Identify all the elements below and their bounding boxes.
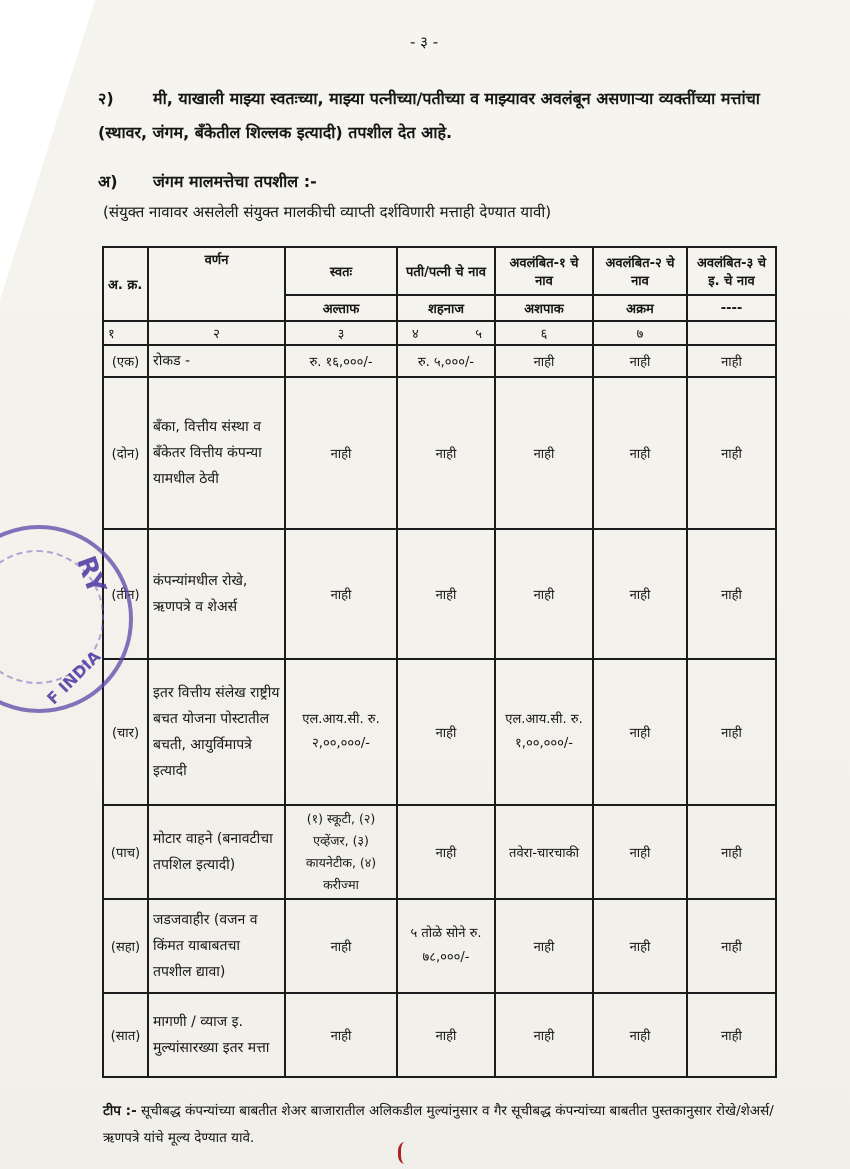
cell-spouse: नाही: [397, 529, 495, 659]
cell-dependent-1: नाही: [495, 529, 593, 659]
cell-self: नाही: [285, 993, 397, 1077]
cell-dependent-2: नाही: [593, 805, 687, 899]
cell-dependent-1: नाही: [495, 377, 593, 529]
cell-spouse: रु. ५,०००/-: [397, 345, 495, 377]
cell-dependent-2: नाही: [593, 529, 687, 659]
cell-dependent-2: नाही: [593, 899, 687, 993]
cell-dependent-2: नाही: [593, 993, 687, 1077]
row-serial: (पाच): [103, 805, 148, 899]
header-dependent-2: अवलंबित-२ चे नाव: [593, 247, 687, 295]
row-serial: (एक): [103, 345, 148, 377]
stamp-text-bottom: F INDIA: [43, 646, 105, 709]
table-row: [103, 805, 776, 899]
cell-dependent-3: नाही: [687, 659, 776, 805]
cell-dependent-1: तवेरा-चारचाकी: [495, 805, 593, 899]
row-description: इतर वित्तीय संलेख राष्ट्रीय बचत योजना पोस्टातील बचती, आयुर्विमापत्रे इत्यादी: [148, 659, 285, 805]
column-number: १: [103, 321, 148, 345]
cell-dependent-2: नाही: [593, 659, 687, 805]
row-description: जडजवाहीर (वजन व किंमत याबाबतचा तपशील द्यावा): [148, 899, 285, 993]
section-a-heading: [98, 170, 317, 192]
column-number: ७: [593, 321, 687, 345]
header-dependent-1: अवलंबित-१ चे नाव: [495, 247, 593, 295]
cell-spouse: नाही: [397, 993, 495, 1077]
row-serial: (सात): [103, 993, 148, 1077]
name-spouse: शहनाज: [397, 295, 495, 321]
header-dependent-3: अवलंबित-३ चे इ. चे नाव: [687, 247, 776, 295]
row-description: कंपन्यांमधील रोखे, ऋणपत्रे व शेअर्स: [148, 529, 285, 659]
table-row: [103, 659, 776, 805]
name-dependent-2: अक्रम: [593, 295, 687, 321]
cell-self: (१) स्कूटी, (२) एव्हेंजर, (३) कायनेटीक, (४) करीज्मा: [285, 805, 397, 899]
cell-self: रु. १६,०००/-: [285, 345, 397, 377]
cell-self: नाही: [285, 377, 397, 529]
header-spouse: पती/पत्नी चे नाव: [397, 247, 495, 295]
section-2-text: मी, याखाली माझ्या स्वतःच्या, माझ्या पत्नीच्या/पतीच्या व माझ्यावर अवलंबून असणाऱ्या व्यक्तींच्या मत्तांचा (स्थावर, जंगम, बँकेतील शिल्लक इत्यादी) तपशील देत आहे.: [98, 89, 760, 142]
section-a-title: जंगम मालमत्तेचा तपशील :-: [153, 172, 317, 191]
cell-spouse: ५ तोळे सोने रु. ७८,०००/-: [397, 899, 495, 993]
row-description: मोटार वाहने (बनावटीचा तपशिल इत्यादी): [148, 805, 285, 899]
table-row: [103, 993, 776, 1077]
cell-dependent-1: नाही: [495, 899, 593, 993]
column-number: ४ ५: [397, 321, 495, 345]
row-serial: (सहा): [103, 899, 148, 993]
cell-dependent-1: नाही: [495, 993, 593, 1077]
name-dependent-3: ----: [687, 295, 776, 321]
ink-mark: [398, 1142, 415, 1164]
cell-dependent-3: नाही: [687, 899, 776, 993]
cell-spouse: नाही: [397, 805, 495, 899]
header-self: स्वतः: [285, 247, 397, 295]
cell-dependent-1: एल.आय.सी. रु. १,००,०००/-: [495, 659, 593, 805]
footer-note: [103, 1098, 783, 1152]
column-number: ३: [285, 321, 397, 345]
section-2-paragraph: [98, 82, 788, 150]
table-row: [103, 529, 776, 659]
cell-dependent-1: नाही: [495, 345, 593, 377]
footer-note-label: टीप :-: [103, 1103, 137, 1119]
section-a-note: (संयुक्त नावावर असलेली संयुक्त मालकीची व्याप्ती दर्शविणारी मत्ताही देण्यात यावी): [103, 203, 552, 221]
cell-self: नाही: [285, 529, 397, 659]
cell-dependent-3: नाही: [687, 345, 776, 377]
cell-dependent-3: नाही: [687, 993, 776, 1077]
column-number: २: [148, 321, 285, 345]
section-2-number: २): [98, 89, 114, 108]
name-dependent-1: अशपाक: [495, 295, 593, 321]
row-serial: (दोन): [103, 377, 148, 529]
table-row: [103, 899, 776, 993]
row-description: रोकड -: [148, 345, 285, 377]
column-number: [687, 321, 776, 345]
row-description: मागणी / व्याज इ. मुल्यांसारख्या इतर मत्ता: [148, 993, 285, 1077]
cell-spouse: नाही: [397, 659, 495, 805]
row-serial: (तीन): [103, 529, 148, 659]
cell-self: एल.आय.सी. रु. २,००,०००/-: [285, 659, 397, 805]
page-number: - ३ -: [410, 33, 439, 51]
stamp-text-top: RY: [70, 552, 112, 598]
footer-note-text: सूचीबद्ध कंपन्यांच्या बाबतीत शेअर बाजारातील अलिकडील मुल्यांनुसार व गैर सूचीबद्ध कंपन्यांच्या बाबतीत पुस्तकानुसार रोखे/शेअर्स/ऋणपत्रे यांचे मूल्य देण्यात यावे.: [103, 1103, 774, 1146]
movable-assets-table: [102, 246, 777, 1078]
section-a-number: अ): [98, 172, 118, 191]
table-row: [103, 377, 776, 529]
cell-self: नाही: [285, 899, 397, 993]
cell-spouse: नाही: [397, 377, 495, 529]
cell-dependent-3: नाही: [687, 529, 776, 659]
page-fold-corner: [0, 0, 95, 300]
row-serial: (चार): [103, 659, 148, 805]
cell-dependent-3: नाही: [687, 805, 776, 899]
header-serial: अ. क्र.: [103, 247, 148, 321]
header-description: वर्णन: [148, 247, 285, 321]
row-description: बँका, वित्तीय संस्था व बँकेतर वित्तीय कंपन्या यामधील ठेवी: [148, 377, 285, 529]
name-self: अल्ताफ: [285, 295, 397, 321]
cell-dependent-2: नाही: [593, 377, 687, 529]
column-number: ६: [495, 321, 593, 345]
table-row: [103, 345, 776, 377]
cell-dependent-3: नाही: [687, 377, 776, 529]
cell-dependent-2: नाही: [593, 345, 687, 377]
